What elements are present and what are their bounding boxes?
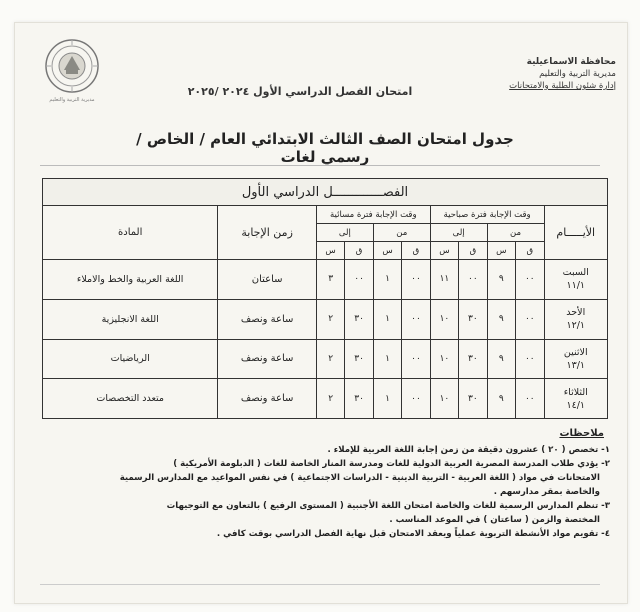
table-row xyxy=(43,339,608,379)
evening-from-hour: ١ xyxy=(373,299,401,339)
evening-to-hour: ٢ xyxy=(316,379,344,419)
day-cell: الأحد ١٢/١ xyxy=(544,299,607,339)
hour-header: س xyxy=(316,242,344,260)
subject-cell: اللغة العربية والخط والاملاء xyxy=(43,260,218,300)
morning-to-hour: ١٠ xyxy=(430,379,458,419)
notes-list xyxy=(50,443,610,541)
subject-cell: الرياضيات xyxy=(43,339,218,379)
duration-cell: ساعة ونصف xyxy=(218,299,317,339)
note-item: ٣- تنظم المدارس الرسمية للغات والخاصة امتحان اللغة الأجنبية ( المستوى الرفيع ) بالتعاون مع التوجيهات xyxy=(166,501,610,511)
morning-from-hour: ٩ xyxy=(487,339,515,379)
subject-header: المادة xyxy=(43,206,218,260)
evening-to-min: ٠٠ xyxy=(345,260,373,300)
morning-from-hour: ٩ xyxy=(487,260,515,300)
evening-to-min: ٣٠ xyxy=(345,299,373,339)
day-cell: السبت ١١/١ xyxy=(544,260,607,300)
duration-cell: ساعة ونصف xyxy=(218,339,317,379)
morning-from-min: ٠٠ xyxy=(516,339,544,379)
note-item: ٢- يؤدي طلاب المدرسة المصرية العربية الدولية للغات ومدرسة المنار الخاصة للغات ( الدبلومة الأمريكية ) xyxy=(173,459,610,469)
evening-from-min: ٠٠ xyxy=(402,299,430,339)
days-header: الأيـــــام xyxy=(544,206,607,260)
note-item: ٤- تقويم مواد الأنشطة التربوية عملياً ويعقد الامتحان قبل نهاية الفصل الدراسي بوقت كافي . xyxy=(216,529,610,539)
table-row xyxy=(43,260,608,300)
hour-header: س xyxy=(373,242,401,260)
term-header: الفصـــــــــــــل الدراسي الأول xyxy=(43,179,608,206)
evening-to-hour: ٢ xyxy=(316,339,344,379)
duration-cell: ساعتان xyxy=(218,260,317,300)
note-item: والخاصة بمقر مدارسهم . xyxy=(493,487,600,497)
min-header: ق xyxy=(345,242,373,260)
schedule-title: جدول امتحان الصف الثالث الابتدائي العام / الخاص / رسمي لغات xyxy=(136,130,514,166)
table-row xyxy=(43,299,608,339)
evening-from-min: ٠٠ xyxy=(402,379,430,419)
table-row xyxy=(43,379,608,419)
issuer-block xyxy=(466,56,616,92)
exam-title: امتحان الفصل الدراسي الأول ٢٠٢٤ /٢٠٢٥ xyxy=(187,85,413,98)
duration-cell: ساعة ونصف xyxy=(218,379,317,419)
hour-header: س xyxy=(487,242,515,260)
governorate-label: محافظة الاسماعيلية xyxy=(526,57,616,67)
exam-schedule-table xyxy=(42,178,608,419)
seal-caption: مديرية التربية والتعليم xyxy=(49,97,95,103)
evening-to-min: ٣٠ xyxy=(345,339,373,379)
bottom-divider xyxy=(40,584,600,585)
morning-header: وقت الإجابة فترة صباحية xyxy=(430,206,544,224)
morning-to-hour: ١٠ xyxy=(430,299,458,339)
subject-cell: اللغة الانجليزية xyxy=(43,299,218,339)
morning-to-header: إلى xyxy=(430,224,487,242)
morning-from-min: ٠٠ xyxy=(516,379,544,419)
evening-from-min: ٠٠ xyxy=(402,260,430,300)
evening-header: وقت الإجابة فترة مسائية xyxy=(316,206,430,224)
morning-to-hour: ١١ xyxy=(430,260,458,300)
morning-from-hour: ٩ xyxy=(487,379,515,419)
hour-header: س xyxy=(430,242,458,260)
evening-to-header: إلى xyxy=(316,224,373,242)
morning-from-hour: ٩ xyxy=(487,299,515,339)
min-header: ق xyxy=(459,242,487,260)
evening-from-min: ٠٠ xyxy=(402,339,430,379)
directorate-seal-icon xyxy=(44,38,100,94)
morning-to-min: ٣٠ xyxy=(459,339,487,379)
directorate-label: مديرية التربية والتعليم xyxy=(539,69,616,79)
morning-to-hour: ١٠ xyxy=(430,339,458,379)
title-divider xyxy=(40,165,600,166)
evening-from-hour: ١ xyxy=(373,260,401,300)
note-item: الامتحانات في مواد ( اللغة العربية - التربية الدينية - الدراسات الاجتماعية ) في نفس المواعيد مع المدارس الرسمية xyxy=(119,473,600,483)
morning-from-header: من xyxy=(487,224,544,242)
day-cell: الثلاثاء ١٤/١ xyxy=(544,379,607,419)
morning-to-min: ٣٠ xyxy=(459,299,487,339)
evening-to-hour: ٢ xyxy=(316,299,344,339)
morning-from-min: ٠٠ xyxy=(516,260,544,300)
notes-title: ملاحظات xyxy=(559,428,604,439)
evening-to-min: ٣٠ xyxy=(345,379,373,419)
min-header: ق xyxy=(402,242,430,260)
note-item: المختصة والزمن ( ساعتان ) في الموعد المناسب . xyxy=(389,515,600,525)
evening-from-hour: ١ xyxy=(373,379,401,419)
subject-cell: متعدد التخصصات xyxy=(43,379,218,419)
department-label: إدارة شئون الطلبة والامتحانات xyxy=(509,81,616,91)
morning-to-min: ٣٠ xyxy=(459,379,487,419)
evening-from-hour: ١ xyxy=(373,339,401,379)
evening-to-hour: ٣ xyxy=(316,260,344,300)
morning-from-min: ٠٠ xyxy=(516,299,544,339)
note-item: ١- تخصص ( ٢٠ ) عشرون دقيقة من زمن إجابة اللغة العربية للإملاء . xyxy=(327,445,610,455)
min-header: ق xyxy=(516,242,544,260)
day-cell: الاثنين ١٣/١ xyxy=(544,339,607,379)
evening-from-header: من xyxy=(373,224,430,242)
duration-header: زمن الإجابة xyxy=(218,206,317,260)
morning-to-min: ٠٠ xyxy=(459,260,487,300)
